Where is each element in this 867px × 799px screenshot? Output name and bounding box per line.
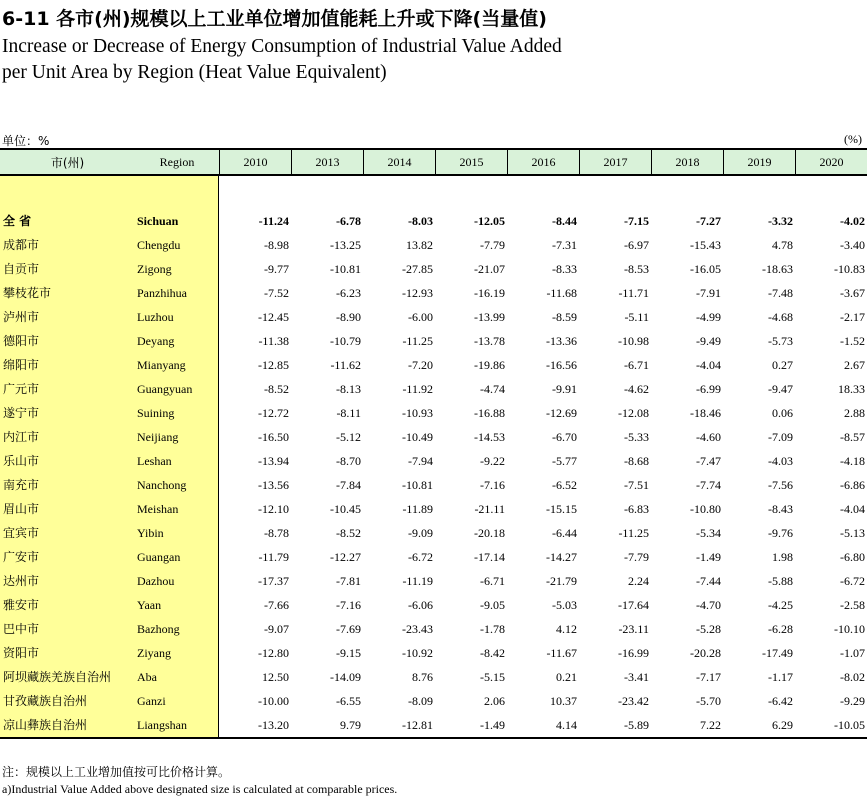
value-cell: -5.70 [696,694,721,708]
value-cell: -5.89 [624,718,649,732]
table-row [0,257,867,281]
value-cell: -6.44 [552,526,577,540]
value-cell: -27.85 [402,262,433,276]
region-name-en: Aba [137,670,157,684]
table-row [0,425,867,449]
region-name-en: Meishan [137,502,179,516]
region-name-cn: 成都市 [3,238,40,252]
value-cell: -4.04 [840,502,865,516]
value-cell: -8.70 [336,454,361,468]
value-cell: -7.91 [696,286,721,300]
header-year: 2017 [579,150,651,174]
value-cell: -10.05 [834,718,865,732]
unit-label-cn: 单位：% [2,134,50,148]
header-region-en: Region [159,154,195,169]
value-cell: -10.79 [330,334,361,348]
value-cell: -8.57 [840,430,865,444]
value-cell: -7.44 [696,574,721,588]
region-name-en: Guangan [137,550,181,564]
footnote-cn: 注：规模以上工业增加值按可比价格计算。 [2,765,231,779]
value-cell: -6.70 [552,430,577,444]
page-title-en-line2: per Unit Area by Region (Heat Value Equivalent) [2,62,387,83]
value-cell: -9.15 [336,646,361,660]
value-cell: -4.04 [696,358,721,372]
table-row [0,473,867,497]
region-name-en: Luzhou [137,310,174,324]
value-cell: -8.11 [336,406,361,420]
value-cell: -21.79 [546,574,577,588]
page-title-cn: 6-11 各市(州)规模以上工业单位增加值能耗上升或下降(当量值) [2,8,547,30]
region-name-en: Deyang [137,334,175,348]
region-name-cn: 乐山市 [3,454,40,468]
value-cell: 18.33 [838,382,865,396]
value-cell: -7.31 [552,238,577,252]
value-cell: -11.25 [618,526,649,540]
value-cell: -16.99 [618,646,649,660]
value-cell: -9.49 [696,334,721,348]
value-cell: 4.78 [772,238,793,252]
value-cell: -11.25 [402,334,433,348]
value-cell: -9.09 [408,526,433,540]
table-row [0,281,867,305]
value-cell: -1.17 [768,670,793,684]
value-cell: -7.47 [696,454,721,468]
table-row [0,569,867,593]
value-cell: -12.08 [618,406,649,420]
value-cell: 2.24 [628,574,649,588]
value-cell: -17.37 [258,574,289,588]
value-cell: -4.62 [624,382,649,396]
header-year: 2010 [219,150,291,174]
value-cell: -8.90 [336,310,361,324]
value-cell: -6.72 [840,574,865,588]
value-cell: -23.42 [618,694,649,708]
region-name-cn: 全 省 [3,214,32,228]
value-cell: -5.88 [768,574,793,588]
value-cell: -6.86 [840,478,865,492]
value-cell: -7.94 [408,454,433,468]
region-name-en: Guangyuan [137,382,193,396]
value-cell: -7.27 [696,214,721,228]
value-cell: -2.17 [840,310,865,324]
value-cell: -11.68 [546,286,577,300]
value-cell: 9.79 [340,718,361,732]
value-cell: -13.56 [258,478,289,492]
table-header [0,148,867,176]
region-name-en: Mianyang [137,358,186,372]
value-cell: 2.06 [484,694,505,708]
value-cell: -12.05 [474,214,505,228]
value-cell: -7.81 [336,574,361,588]
value-cell: -18.63 [762,262,793,276]
region-name-en: Liangshan [137,718,187,732]
unit-label-en: (%) [844,132,862,146]
value-cell: -12.85 [258,358,289,372]
value-cell: -8.02 [840,670,865,684]
value-cell: -1.49 [696,550,721,564]
value-cell: -3.67 [840,286,865,300]
value-cell: 0.27 [772,358,793,372]
region-name-cn: 泸州市 [3,310,40,324]
region-name-en: Ganzi [137,694,166,708]
value-cell: -6.28 [768,622,793,636]
value-cell: -8.42 [480,646,505,660]
region-name-en: Sichuan [137,214,179,228]
value-cell: -11.92 [402,382,433,396]
region-name-en: Nanchong [137,478,187,492]
value-cell: -4.03 [768,454,793,468]
value-cell: -6.42 [768,694,793,708]
value-cell: -20.18 [474,526,505,540]
value-cell: 4.14 [556,718,577,732]
region-name-en: Panzhihua [137,286,187,300]
value-cell: -5.03 [552,598,577,612]
table-row [0,233,867,257]
value-cell: -12.10 [258,502,289,516]
value-cell: -23.11 [618,622,649,636]
region-name-cn: 达州市 [3,574,40,588]
value-cell: -12.81 [402,718,433,732]
value-cell: -6.55 [336,694,361,708]
value-cell: -4.18 [840,454,865,468]
value-cell: -9.29 [840,694,865,708]
region-name-cn: 内江市 [3,430,40,444]
data-table [0,148,867,739]
table-row [0,665,867,689]
region-name-cn: 广安市 [3,550,40,564]
value-cell: -7.48 [768,286,793,300]
value-cell: -21.07 [474,262,505,276]
value-cell: 1.98 [772,550,793,564]
value-cell: -16.19 [474,286,505,300]
value-cell: -11.62 [330,358,361,372]
value-cell: -14.09 [330,670,361,684]
value-cell: -23.43 [402,622,433,636]
value-cell: -17.64 [618,598,649,612]
value-cell: -12.80 [258,646,289,660]
region-name-cn: 宜宾市 [3,526,40,540]
value-cell: -3.32 [768,214,793,228]
region-name-en: Zigong [137,262,172,276]
value-cell: -11.79 [258,550,289,564]
table-row [0,497,867,521]
value-cell: -7.15 [624,214,649,228]
value-cell: -6.00 [408,310,433,324]
value-cell: -8.44 [552,214,577,228]
value-cell: -5.28 [696,622,721,636]
value-cell: -20.28 [690,646,721,660]
region-name-en: Yibin [137,526,164,540]
value-cell: -9.47 [768,382,793,396]
value-cell: -12.72 [258,406,289,420]
value-cell: -5.33 [624,430,649,444]
header-year: 2019 [723,150,795,174]
value-cell: -7.79 [624,550,649,564]
value-cell: -6.52 [552,478,577,492]
value-cell: -5.34 [696,526,721,540]
value-cell: -4.68 [768,310,793,324]
value-cell: 12.50 [262,670,289,684]
value-cell: -10.83 [834,262,865,276]
table-row [0,377,867,401]
value-cell: -8.13 [336,382,361,396]
value-cell: -9.22 [480,454,505,468]
value-cell: -4.60 [696,430,721,444]
value-cell: -10.49 [402,430,433,444]
value-cell: -7.69 [336,622,361,636]
value-cell: -7.56 [768,478,793,492]
value-cell: -7.84 [336,478,361,492]
value-cell: -21.11 [474,502,505,516]
value-cell: -11.24 [258,214,289,228]
region-name-cn: 眉山市 [3,502,40,516]
value-cell: -5.12 [336,430,361,444]
header-year: 2015 [435,150,507,174]
value-cell: -8.52 [336,526,361,540]
value-cell: -8.59 [552,310,577,324]
value-cell: -7.20 [408,358,433,372]
value-cell: -5.73 [768,334,793,348]
region-name-en: Leshan [137,454,172,468]
value-cell: -7.09 [768,430,793,444]
value-cell: -9.77 [264,262,289,276]
header-year: 2020 [795,150,867,174]
region-name-en: Chengdu [137,238,181,252]
footnote-en: a)Industrial Value Added above designated size is calculated at comparable prices. [2,782,398,796]
value-cell: -8.78 [264,526,289,540]
value-cell: -13.99 [474,310,505,324]
region-name-cn: 凉山彝族自治州 [3,718,88,732]
value-cell: -6.72 [408,550,433,564]
value-cell: -13.94 [258,454,289,468]
value-cell: -6.97 [624,238,649,252]
value-cell: 2.67 [844,358,865,372]
region-name-cn: 资阳市 [3,646,40,660]
value-cell: -10.45 [330,502,361,516]
value-cell: -13.20 [258,718,289,732]
table-row [0,329,867,353]
value-cell: -14.53 [474,430,505,444]
value-cell: -8.43 [768,502,793,516]
table-row [0,353,867,377]
value-cell: -5.15 [480,670,505,684]
value-cell: -4.02 [840,214,865,228]
value-cell: -7.52 [264,286,289,300]
value-cell: -16.56 [546,358,577,372]
region-name-en: Bazhong [137,622,180,636]
value-cell: -6.78 [336,214,361,228]
value-cell: -10.81 [402,478,433,492]
value-cell: -16.05 [690,262,721,276]
table-row [0,209,867,233]
value-cell: -7.79 [480,238,505,252]
value-cell: 0.21 [556,670,577,684]
region-name-en: Dazhou [137,574,175,588]
value-cell: -6.83 [624,502,649,516]
value-cell: -6.71 [624,358,649,372]
region-name-en: Ziyang [137,646,171,660]
value-cell: -6.71 [480,574,505,588]
value-cell: -15.43 [690,238,721,252]
value-cell: -12.93 [402,286,433,300]
region-name-cn: 甘孜藏族自治州 [3,694,88,708]
value-cell: -8.09 [408,694,433,708]
value-cell: -4.70 [696,598,721,612]
value-cell: -8.33 [552,262,577,276]
value-cell: -12.45 [258,310,289,324]
value-cell: -13.36 [546,334,577,348]
table-row [0,593,867,617]
header-year: 2014 [363,150,435,174]
region-name-cn: 遂宁市 [3,406,40,420]
value-cell: -11.19 [402,574,433,588]
value-cell: -1.52 [840,334,865,348]
region-name-cn: 德阳市 [3,334,40,348]
value-cell: -9.07 [264,622,289,636]
value-cell: -10.93 [402,406,433,420]
table-row [0,713,867,737]
value-cell: -9.76 [768,526,793,540]
value-cell: -5.77 [552,454,577,468]
value-cell: -16.88 [474,406,505,420]
value-cell: -3.41 [624,670,649,684]
value-cell: -7.16 [336,598,361,612]
header-year: 2018 [651,150,723,174]
value-cell: -16.50 [258,430,289,444]
value-cell: -10.00 [258,694,289,708]
table-body [0,176,867,739]
value-cell: 13.82 [406,238,433,252]
value-cell: -4.99 [696,310,721,324]
value-cell: -10.98 [618,334,649,348]
region-name-cn: 巴中市 [3,622,40,636]
value-cell: -14.27 [546,550,577,564]
header-year: 2013 [291,150,363,174]
value-cell: -6.23 [336,286,361,300]
table-row [0,545,867,569]
region-name-cn: 阿坝藏族羌族自治州 [3,670,112,684]
value-cell: -15.15 [546,502,577,516]
value-cell: -10.92 [402,646,433,660]
value-cell: -1.78 [480,622,505,636]
header-region-cn: 市(州) [50,155,85,170]
value-cell: -8.03 [408,214,433,228]
value-cell: -17.14 [474,550,505,564]
value-cell: -19.86 [474,358,505,372]
value-cell: -7.16 [480,478,505,492]
value-cell: -1.07 [840,646,865,660]
header-year: 2016 [507,150,579,174]
value-cell: -8.68 [624,454,649,468]
value-cell: -5.13 [840,526,865,540]
value-cell: -9.91 [552,382,577,396]
table-row [0,521,867,545]
region-name-cn: 雅安市 [3,598,40,612]
value-cell: -6.80 [840,550,865,564]
table-row [0,449,867,473]
value-cell: 0.06 [772,406,793,420]
region-name-en: Yaan [137,598,162,612]
value-cell: -13.25 [330,238,361,252]
region-name-cn: 攀枝花市 [3,286,52,300]
value-cell: -18.46 [690,406,721,420]
value-cell: -6.06 [408,598,433,612]
region-name-cn: 绵阳市 [3,358,40,372]
value-cell: -7.66 [264,598,289,612]
value-cell: 2.88 [844,406,865,420]
value-cell: -8.98 [264,238,289,252]
value-cell: -7.51 [624,478,649,492]
region-name-en: Neijiang [137,430,179,444]
value-cell: -11.38 [258,334,289,348]
value-cell: -8.53 [624,262,649,276]
value-cell: 7.22 [700,718,721,732]
region-name-en: Suining [137,406,175,420]
value-cell: -9.05 [480,598,505,612]
value-cell: 4.12 [556,622,577,636]
region-name-cn: 自贡市 [3,262,40,276]
value-cell: -7.17 [696,670,721,684]
value-cell: -11.67 [546,646,577,660]
table-row [0,305,867,329]
value-cell: -11.71 [618,286,649,300]
page-title-en-line1: Increase or Decrease of Energy Consumption of Industrial Value Added [2,36,562,57]
table-row [0,617,867,641]
value-cell: -8.52 [264,382,289,396]
value-cell: -7.74 [696,478,721,492]
table-row [0,401,867,425]
value-cell: -4.25 [768,598,793,612]
value-cell: -1.49 [480,718,505,732]
value-cell: -12.69 [546,406,577,420]
value-cell: -17.49 [762,646,793,660]
value-cell: -6.99 [696,382,721,396]
value-cell: -10.10 [834,622,865,636]
value-cell: -3.40 [840,238,865,252]
value-cell: -5.11 [624,310,649,324]
region-name-cn: 广元市 [3,382,40,396]
value-cell: -2.58 [840,598,865,612]
value-cell: -13.78 [474,334,505,348]
value-cell: 10.37 [550,694,577,708]
value-cell: -10.81 [330,262,361,276]
value-cell: -12.27 [330,550,361,564]
value-cell: 8.76 [412,670,433,684]
table-row [0,641,867,665]
value-cell: -4.74 [480,382,505,396]
value-cell: 6.29 [772,718,793,732]
value-cell: -10.80 [690,502,721,516]
region-name-cn: 南充市 [3,478,40,492]
table-row [0,689,867,713]
value-cell: -11.89 [402,502,433,516]
